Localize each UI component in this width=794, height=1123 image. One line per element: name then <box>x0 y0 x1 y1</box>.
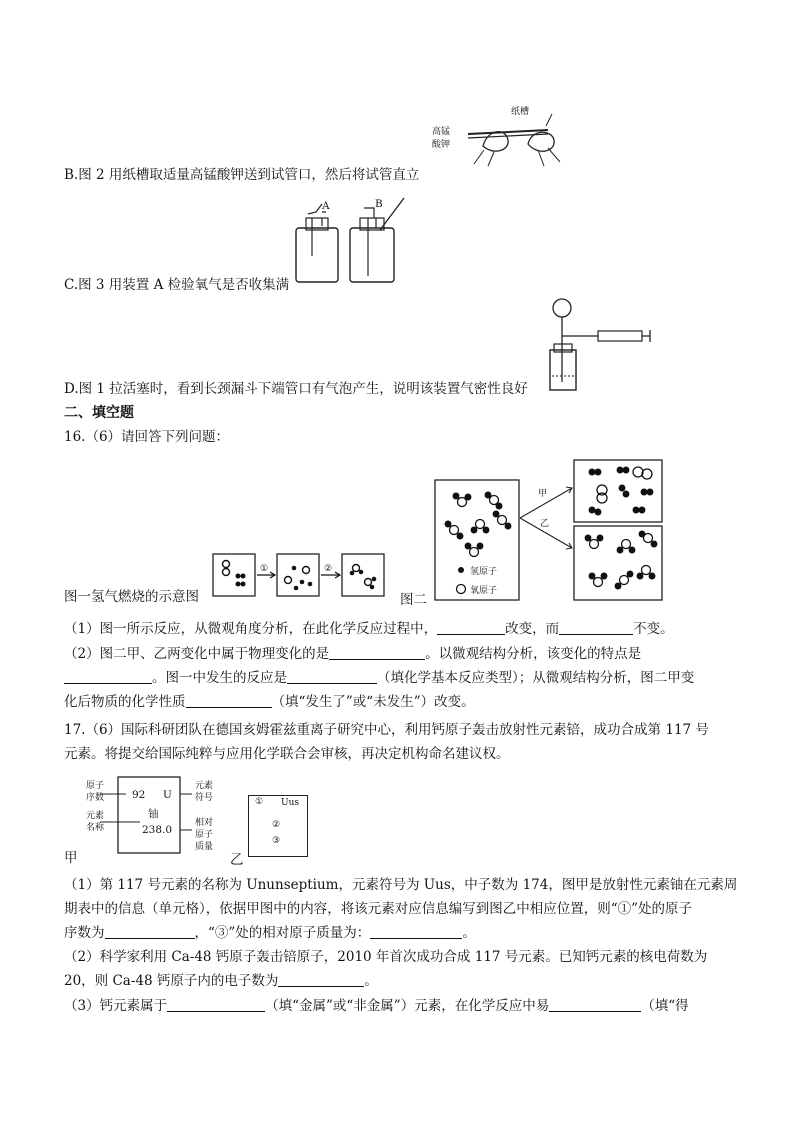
fig2-caption: 图二 <box>400 592 427 608</box>
step1-label: ① <box>260 564 269 574</box>
yi-cell-marker-3: ③ <box>272 836 281 846</box>
q16-part1: （1）图一所示反应，从微观角度分析，在此化学反应过程中， 改变，而 不变。 <box>64 621 674 637</box>
blank-changed[interactable] <box>437 620 505 635</box>
cell-atomic-mass: 238.0 <box>142 824 173 836</box>
q16-part2-cont: 。图一中发生的反应是 （填化学基本反应类型）；从微观结构分析，图二甲变 <box>64 669 694 687</box>
q17-part2-l1: （2）科学家利用 Ca-48 钙原子轰击锫原子，2010 年首次成功合成 117 号元素。已知钙元素的核电荷数为 <box>64 949 708 965</box>
blank-atomic-number[interactable] <box>105 924 195 939</box>
blank-electron-count[interactable] <box>278 972 364 987</box>
q16-part2-end: 化后物质的化学性质 （填“发生了”或“未发生”）改变。 <box>64 694 475 710</box>
section-title: 二、填空题 <box>64 405 134 421</box>
blank-unchanged[interactable] <box>559 620 633 635</box>
kmno4-label-1: 高锰 <box>432 127 451 137</box>
paper-trough-label: 纸槽 <box>511 107 530 117</box>
q16-header: 16.（6）请回答下列问题： <box>64 429 230 445</box>
figure-jia-caption: 甲 <box>64 850 78 866</box>
blank-physical-change[interactable] <box>329 645 425 660</box>
label-mass-3: 质量 <box>195 842 214 852</box>
label-symbol-2: 符号 <box>195 793 214 803</box>
cell-atomic-number: 92 <box>132 789 146 801</box>
water-change-figure <box>432 458 664 604</box>
option-c-text: C.图 3 用装置 A 检验氧气是否收集满 <box>64 277 290 293</box>
label-element-name-2: 名称 <box>86 823 105 833</box>
cell-element-name: 铀 <box>148 808 159 820</box>
element-cell-jia-figure <box>96 776 246 854</box>
kmno4-label-2: 酸钾 <box>432 140 451 150</box>
gas-bottles-figure <box>292 196 412 286</box>
blank-reaction-type[interactable] <box>287 669 377 684</box>
option-d-text: D.图 1 拉活塞时，看到长颈漏斗下端管口有气泡产生，说明该装置气密性良好 <box>64 381 528 397</box>
q17-intro-1: 17.（6）国际科研团队在德国亥姆霍兹重离子研究中心，利用钙原子轰击放射性元素锫，成功合成第 117 号 <box>64 722 709 738</box>
label-atomic-no-1: 原子 <box>86 781 105 791</box>
bottle-b-label: B <box>375 198 383 210</box>
yi-cell-marker-2: ② <box>272 820 281 830</box>
bottle-a-label: A <box>322 200 330 212</box>
label-symbol-1: 元素 <box>195 781 214 791</box>
blank-chemical-property[interactable] <box>186 693 272 708</box>
q17-part2-l2: 20，则 Ca-48 钙原子内的电子数为 。 <box>64 973 378 989</box>
branch-yi-label: 乙 <box>540 519 550 529</box>
label-element-name-1: 元素 <box>86 811 105 821</box>
branch-jia-label: 甲 <box>538 489 548 499</box>
cell-symbol: U <box>163 789 172 801</box>
label-atomic-no-2: 序数 <box>86 793 105 803</box>
blank-metal-type[interactable] <box>167 997 265 1012</box>
figure-yi-caption: 乙 <box>230 852 244 868</box>
q17-part1-l2: 期表中的信息（单元格），依据甲图中的内容，将该元素对应信息编写到图乙中相应位置，则“①”处的原子 <box>64 901 693 917</box>
blank-change-feature[interactable] <box>64 669 152 684</box>
hydrogen-combustion-figure <box>212 552 396 600</box>
yi-cell-symbol: Uus <box>281 798 299 808</box>
label-mass-1: 相对 <box>195 818 214 828</box>
legend-oxygen: 氧原子 <box>470 586 498 596</box>
label-mass-2: 原子 <box>195 830 214 840</box>
airtightness-apparatus-figure <box>540 296 660 392</box>
blank-atomic-mass[interactable] <box>370 924 462 939</box>
blank-gain-lose[interactable] <box>549 997 641 1012</box>
q17-part3: （3）钙元素属于 （填“金属”或“非金属”）元素，在化学反应中易 （填“得 <box>64 998 689 1014</box>
q17-part1-l3: 序数为 ，“③”处的相对原子质量为： 。 <box>64 925 476 941</box>
q16-part2: （2）图二甲、乙两变化中属于物理变化的是 。以微观结构分析，该变化的特点是 <box>64 646 642 662</box>
yi-cell-marker-1: ① <box>255 797 264 807</box>
legend-hydrogen: 氢原子 <box>470 567 498 577</box>
q17-part1-l1: （1）第 117 号元素的名称为 Ununseptium，元素符号为 Uus，中子数为 174，图甲是放射性元素铀在元素周 <box>64 877 738 893</box>
fig1-caption: 图一氢气燃烧的示意图 <box>64 589 199 605</box>
q17-intro-2: 元素。将提交给国际纯粹与应用化学联合会审核，再决定机构命名建议权。 <box>64 746 510 762</box>
paper-trough-figure <box>428 106 578 172</box>
option-b-text: B.图 2 用纸槽取适量高锰酸钾送到试管口，然后将试管直立 <box>64 167 420 183</box>
step2-label: ② <box>324 564 333 574</box>
